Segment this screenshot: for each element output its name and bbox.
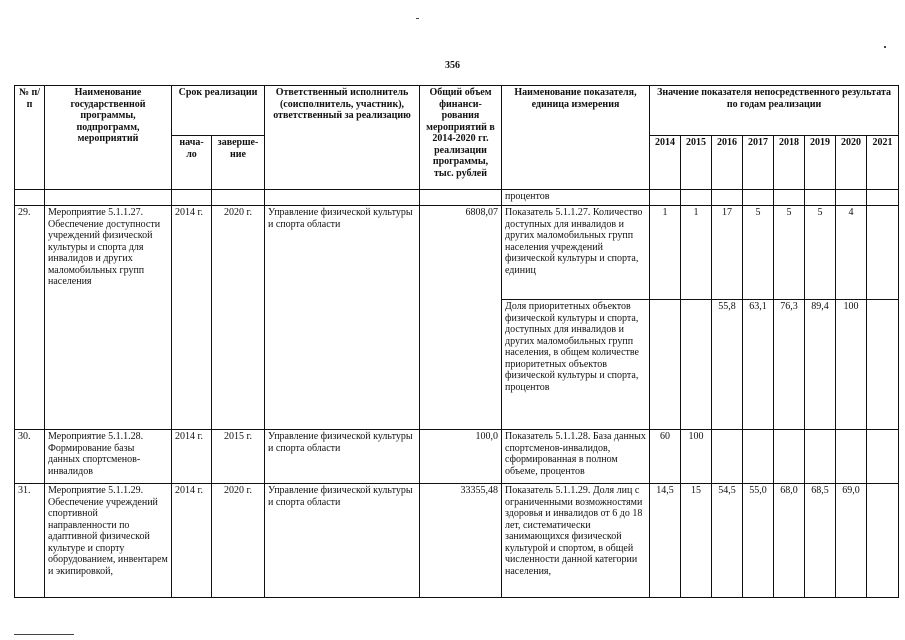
start-year: 2014 г. <box>172 484 212 598</box>
value-cell: 60 <box>650 430 681 484</box>
start-year: 2014 г. <box>172 430 212 484</box>
funding-volume: 33355,48 <box>420 484 502 598</box>
value-cell <box>867 430 899 484</box>
cell-empty <box>420 190 502 206</box>
indicator-cell: Показатель 5.1.1.28. База данных спортсменов-инвалидов, сформированная в полном объеме, процентов <box>502 430 650 484</box>
program-table <box>14 85 899 598</box>
end-year: 2015 г. <box>212 430 265 484</box>
cell-empty <box>712 190 743 206</box>
cell-empty <box>836 190 867 206</box>
header-period: Срок реализации <box>172 86 265 136</box>
executor: Управление физической культуры и спорта области <box>265 206 420 430</box>
row-number: 31. <box>15 484 45 598</box>
value-cell <box>743 430 774 484</box>
scan-mark <box>884 46 886 48</box>
header-year: 2018 <box>774 136 805 190</box>
value-cell: 5 <box>805 206 836 300</box>
value-cell: 55,0 <box>743 484 774 598</box>
header-num: № п/п <box>15 86 45 190</box>
table-row <box>15 430 899 484</box>
value-cell: 55,8 <box>712 300 743 430</box>
continuation-row <box>15 190 899 206</box>
cell-empty <box>15 190 45 206</box>
header-year: 2019 <box>805 136 836 190</box>
value-cell: 5 <box>743 206 774 300</box>
cell-empty <box>774 190 805 206</box>
cell-empty <box>743 190 774 206</box>
header-year: 2015 <box>681 136 712 190</box>
value-cell: 69,0 <box>836 484 867 598</box>
cell-empty <box>805 190 836 206</box>
header-start: нача-ло <box>172 136 212 190</box>
value-cell: 1 <box>681 206 712 300</box>
value-cell <box>774 430 805 484</box>
value-cell <box>681 300 712 430</box>
row-number: 30. <box>15 430 45 484</box>
value-cell <box>650 300 681 430</box>
value-cell: 5 <box>774 206 805 300</box>
funding-volume: 100,0 <box>420 430 502 484</box>
header-volume: Общий объем финанси-рования мероприятий в 2014-2020 гг. реализации программы, тыс. рублей <box>420 86 502 190</box>
value-cell <box>867 484 899 598</box>
end-year: 2020 г. <box>212 206 265 430</box>
table-row <box>15 484 899 598</box>
value-cell: 17 <box>712 206 743 300</box>
value-cell: 76,3 <box>774 300 805 430</box>
header-values-by-year: Значение показателя непосредственного результата по годам реализации <box>650 86 899 136</box>
row-number: 29. <box>15 206 45 430</box>
activity-name: Мероприятие 5.1.1.28. Формирование базы данных спортсменов-инвалидов <box>45 430 172 484</box>
header-year: 2014 <box>650 136 681 190</box>
cell-empty <box>172 190 212 206</box>
executor: Управление физической культуры и спорта области <box>265 430 420 484</box>
value-cell <box>712 430 743 484</box>
header-year: 2017 <box>743 136 774 190</box>
value-cell <box>805 430 836 484</box>
value-cell <box>867 300 899 430</box>
cell-empty <box>867 190 899 206</box>
value-cell: 14,5 <box>650 484 681 598</box>
activity-name: Мероприятие 5.1.1.27. Обеспечение доступности учреждений физической культуры и спорта для инвалидов и других маломобильных групп населения <box>45 206 172 430</box>
indicator-cell: Показатель 5.1.1.27. Количество доступных для инвалидов и других маломобильных групп населения учреждений физической культуры и спорта, единиц <box>502 206 650 300</box>
start-year: 2014 г. <box>172 206 212 430</box>
value-cell: 100 <box>836 300 867 430</box>
cell-empty <box>681 190 712 206</box>
value-cell: 1 <box>650 206 681 300</box>
value-cell <box>867 206 899 300</box>
indicator-cell: процентов <box>502 190 650 206</box>
scan-mark <box>416 18 419 19</box>
cell-empty <box>212 190 265 206</box>
value-cell: 15 <box>681 484 712 598</box>
header-year: 2021 <box>867 136 899 190</box>
header-end: заверше-ние <box>212 136 265 190</box>
page-number: 356 <box>445 60 460 71</box>
funding-volume: 6808,07 <box>420 206 502 430</box>
header-executor: Ответственный исполнитель (соисполнитель, участник), ответственный за реализацию <box>265 86 420 190</box>
scan-mark <box>14 634 74 635</box>
header-indicator: Наименование показателя, единица измерения <box>502 86 650 190</box>
header-row <box>15 86 899 136</box>
header-name: Наименование государственной программы, подпрограмм, мероприятий <box>45 86 172 190</box>
value-cell: 4 <box>836 206 867 300</box>
value-cell: 63,1 <box>743 300 774 430</box>
executor: Управление физической культуры и спорта области <box>265 484 420 598</box>
table-row <box>15 206 899 300</box>
activity-name: Мероприятие 5.1.1.29. Обеспечение учреждений спортивной направленности по адаптивной физической культуре и спорту оборудованием, инвентарем и экипировкой, <box>45 484 172 598</box>
indicator-cell: Доля приоритетных объектов физической культуры и спорта, доступных для инвалидов и других маломобильных групп населения, в общем количестве приоритетных объектов физической культуры и спорта, процентов <box>502 300 650 430</box>
cell-empty <box>45 190 172 206</box>
value-cell <box>836 430 867 484</box>
cell-empty <box>650 190 681 206</box>
value-cell: 68,0 <box>774 484 805 598</box>
value-cell: 89,4 <box>805 300 836 430</box>
cell-empty <box>265 190 420 206</box>
indicator-cell: Показатель 5.1.1.29. Доля лиц с ограниченными возможностями здоровья и инвалидов от 6 до 18 лет, систематически занимающихся физической культурой и спортом, в общей численности данной категории населения, <box>502 484 650 598</box>
value-cell: 54,5 <box>712 484 743 598</box>
value-cell: 68,5 <box>805 484 836 598</box>
header-year: 2020 <box>836 136 867 190</box>
header-year: 2016 <box>712 136 743 190</box>
end-year: 2020 г. <box>212 484 265 598</box>
value-cell: 100 <box>681 430 712 484</box>
